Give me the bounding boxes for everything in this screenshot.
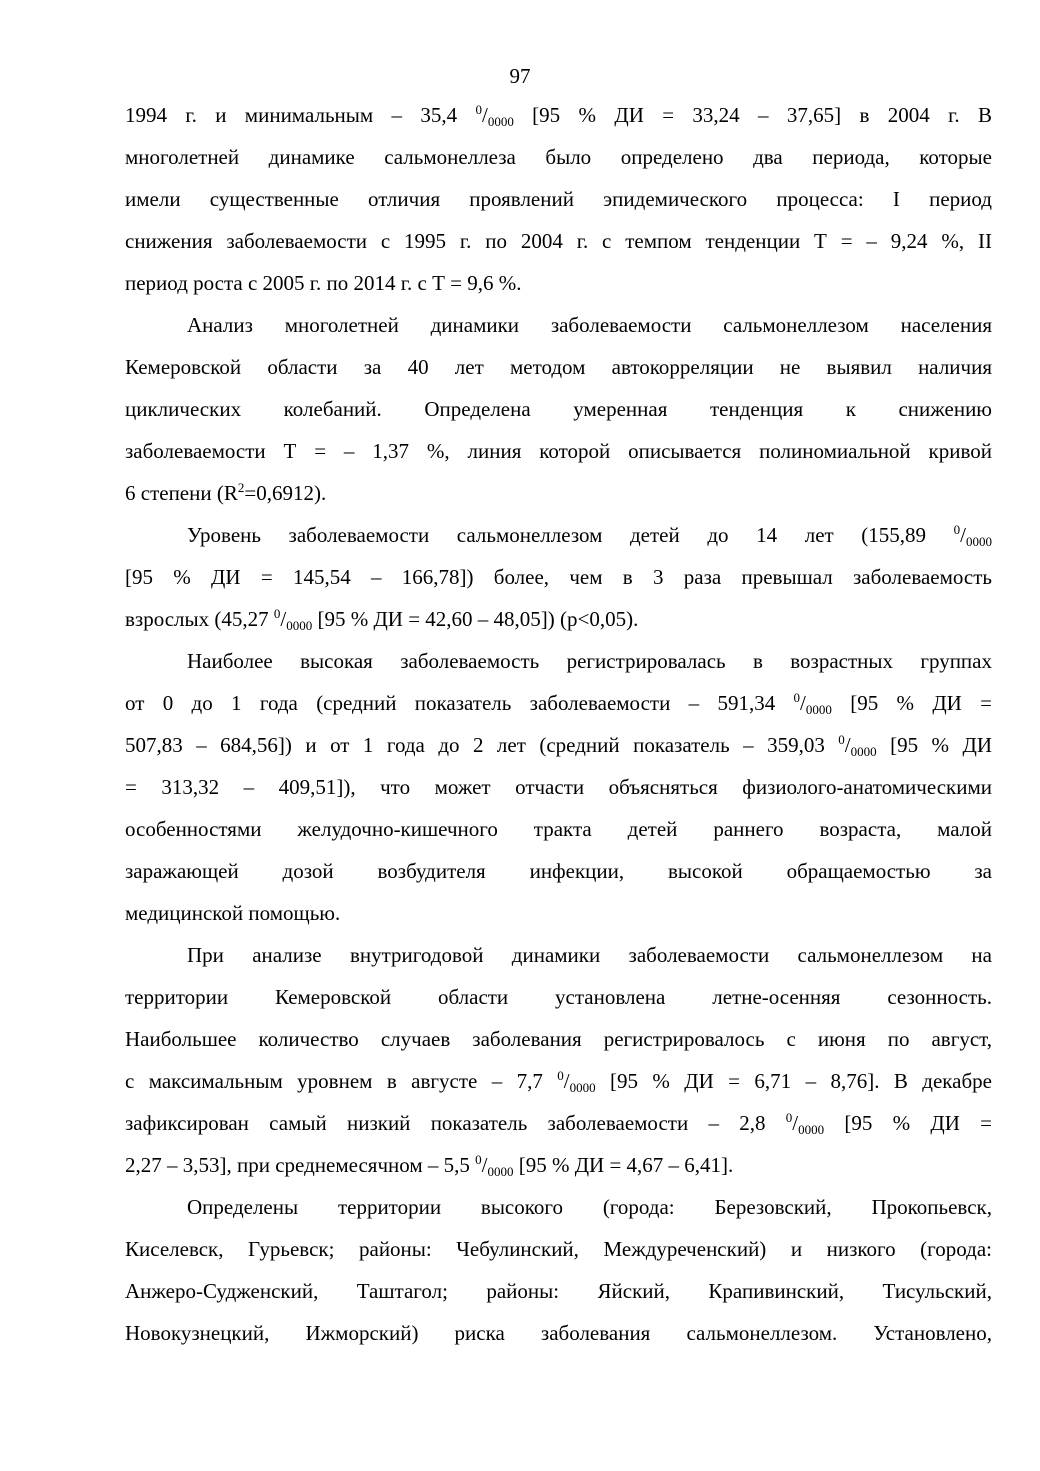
- text-run: снижения заболеваемости с 1995 г. по 2004 г. с темпом тенденции Т = – 9,24 %, II: [125, 229, 992, 253]
- text-run: /: [481, 1153, 488, 1177]
- superscript: 0: [953, 522, 961, 537]
- subscript: 0000: [966, 534, 992, 549]
- text-run: Наиболее высокая заболеваемость регистрировалась в возрастных группах: [187, 649, 992, 673]
- paragraph-p3: [125, 514, 992, 640]
- text-run: [95 % ДИ =: [831, 691, 993, 715]
- text-line: [125, 1228, 992, 1270]
- text-line: [125, 766, 992, 808]
- text-run: многолетней динамике сальмонеллеза было определено два периода, которые: [125, 145, 992, 169]
- text-run: /: [792, 1111, 799, 1135]
- text-run: 1994 г. и минимальным – 35,4: [125, 103, 476, 127]
- text-run: Определены территории высокого (города: Березовский, Прокопьевск,: [187, 1195, 992, 1219]
- text-run: циклических колебаний. Определена умеренная тенденция к снижению: [125, 397, 992, 421]
- text-line: [125, 892, 992, 934]
- superscript: 0: [475, 102, 482, 117]
- paragraph-p5: [125, 934, 992, 1186]
- superscript: 0: [838, 732, 845, 747]
- superscript: 0: [557, 1068, 564, 1083]
- text-line: [125, 1186, 992, 1228]
- text-run: с максимальным уровнем в августе – 7,7: [125, 1069, 558, 1093]
- text-run: зафиксирован самый низкий показатель заболеваемости – 2,8: [125, 1111, 786, 1135]
- text-run: от 0 до 1 года (средний показатель заболеваемости – 591,34: [125, 691, 794, 715]
- text-line: [125, 220, 992, 262]
- text-line: [125, 346, 992, 388]
- subscript: 0000: [850, 744, 877, 759]
- text-run: имели существенные отличия проявлений эпидемического процесса: I период: [125, 187, 992, 211]
- text-run: Наибольшее количество случаев заболевания регистрировалось с июня по август,: [125, 1027, 992, 1051]
- text-run: взрослых (45,27: [125, 607, 274, 631]
- text-run: [95 % ДИ = 145,54 – 166,78]) более, чем в 3 раза превышал заболеваемость: [125, 565, 992, 589]
- text-line: [125, 640, 992, 682]
- text-line: [125, 556, 992, 598]
- superscript: 0: [475, 1152, 482, 1167]
- text-line: [125, 598, 992, 640]
- text-run: Анжеро-Судженский, Таштагол; районы: Яйский, Крапивинский, Тисульский,: [125, 1279, 992, 1303]
- text-run: Анализ многолетней динамики заболеваемости сальмонеллезом населения: [187, 313, 992, 337]
- text-run: [95 % ДИ =: [824, 1111, 992, 1135]
- text-run: заболеваемости Т = – 1,37 %, линия которой описывается полиномиальной кривой: [125, 439, 992, 463]
- subscript: 0000: [487, 1164, 514, 1179]
- text-line: [125, 808, 992, 850]
- subscript: 0000: [487, 114, 514, 129]
- superscript: 0: [793, 690, 801, 705]
- text-run: = 313,32 – 409,51]), что может отчасти объясняться физиолого-анатомическими: [125, 775, 992, 799]
- text-run: При анализе внутригодовой динамики заболеваемости сальмонеллезом на: [187, 943, 992, 967]
- text-run: /: [844, 733, 851, 757]
- paragraph-p6: [125, 1186, 992, 1354]
- page-number: 97: [509, 64, 531, 88]
- text-line: [125, 850, 992, 892]
- text-line: [125, 262, 992, 304]
- text-line: [125, 934, 992, 976]
- subscript: 0000: [798, 1122, 825, 1137]
- text-line: [125, 1312, 992, 1354]
- subscript: 0000: [286, 618, 313, 633]
- text-line: [125, 1018, 992, 1060]
- document-body: [125, 94, 992, 1354]
- text-line: [125, 724, 992, 766]
- text-line: [125, 94, 992, 136]
- superscript: 2: [237, 480, 245, 495]
- text-run: территории Кемеровской области установлена летне-осенняя сезонность.: [125, 985, 992, 1009]
- text-run: заражающей дозой возбудителя инфекции, высокой обращаемостью за: [125, 859, 992, 883]
- text-run: медицинской помощью.: [125, 901, 341, 925]
- text-run: /: [960, 523, 966, 547]
- text-line: [125, 976, 992, 1018]
- text-run: [95 % ДИ = 4,67 – 6,41].: [513, 1153, 734, 1177]
- paragraph-p2: [125, 304, 992, 514]
- text-run: период роста с 2005 г. по 2014 г. с Т = 9,6 %.: [125, 271, 522, 295]
- text-run: 507,83 – 684,56]) и от 1 года до 2 лет (средний показатель – 359,03: [125, 733, 839, 757]
- text-line: [125, 472, 992, 514]
- paragraph-p1: [125, 94, 992, 304]
- text-run: [95 % ДИ = 42,60 – 48,05]) (p<0,05).: [312, 607, 639, 631]
- superscript: 0: [273, 606, 281, 621]
- text-run: /: [280, 607, 287, 631]
- text-line: [125, 136, 992, 178]
- paragraph-p4: [125, 640, 992, 934]
- text-run: Киселевск, Гурьевск; районы: Чебулинский, Междуреченский) и низкого (города:: [125, 1237, 992, 1261]
- text-run: 6 степени (R: [125, 481, 238, 505]
- text-line: [125, 1060, 992, 1102]
- text-run: [95 % ДИ: [876, 733, 992, 757]
- text-run: /: [481, 103, 488, 127]
- text-run: [95 % ДИ = 33,24 – 37,65] в 2004 г. В: [513, 103, 992, 127]
- text-run: Новокузнецкий, Ижморский) риска заболевания сальмонеллезом. Установлено,: [125, 1321, 992, 1345]
- text-run: =0,6912).: [244, 481, 327, 505]
- text-line: [125, 1144, 992, 1186]
- superscript: 0: [785, 1110, 793, 1125]
- text-run: особенностями желудочно-кишечного тракта детей раннего возраста, малой: [125, 817, 992, 841]
- text-run: /: [563, 1069, 570, 1093]
- text-run: [95 % ДИ = 6,71 – 8,76]. В декабре: [595, 1069, 992, 1093]
- text-line: [125, 178, 992, 220]
- text-line: [125, 682, 992, 724]
- text-run: Уровень заболеваемости сальмонеллезом детей до 14 лет (155,89: [187, 523, 954, 547]
- text-line: [125, 304, 992, 346]
- text-line: [125, 1270, 992, 1312]
- subscript: 0000: [805, 702, 832, 717]
- text-line: [125, 514, 992, 556]
- text-run: 2,27 – 3,53], при среднемесячном – 5,5: [125, 1153, 476, 1177]
- text-run: /: [800, 691, 806, 715]
- text-line: [125, 430, 992, 472]
- text-run: Кемеровской области за 40 лет методом автокорреляции не выявил наличия: [125, 355, 992, 379]
- subscript: 0000: [569, 1080, 596, 1095]
- text-line: [125, 1102, 992, 1144]
- text-line: [125, 388, 992, 430]
